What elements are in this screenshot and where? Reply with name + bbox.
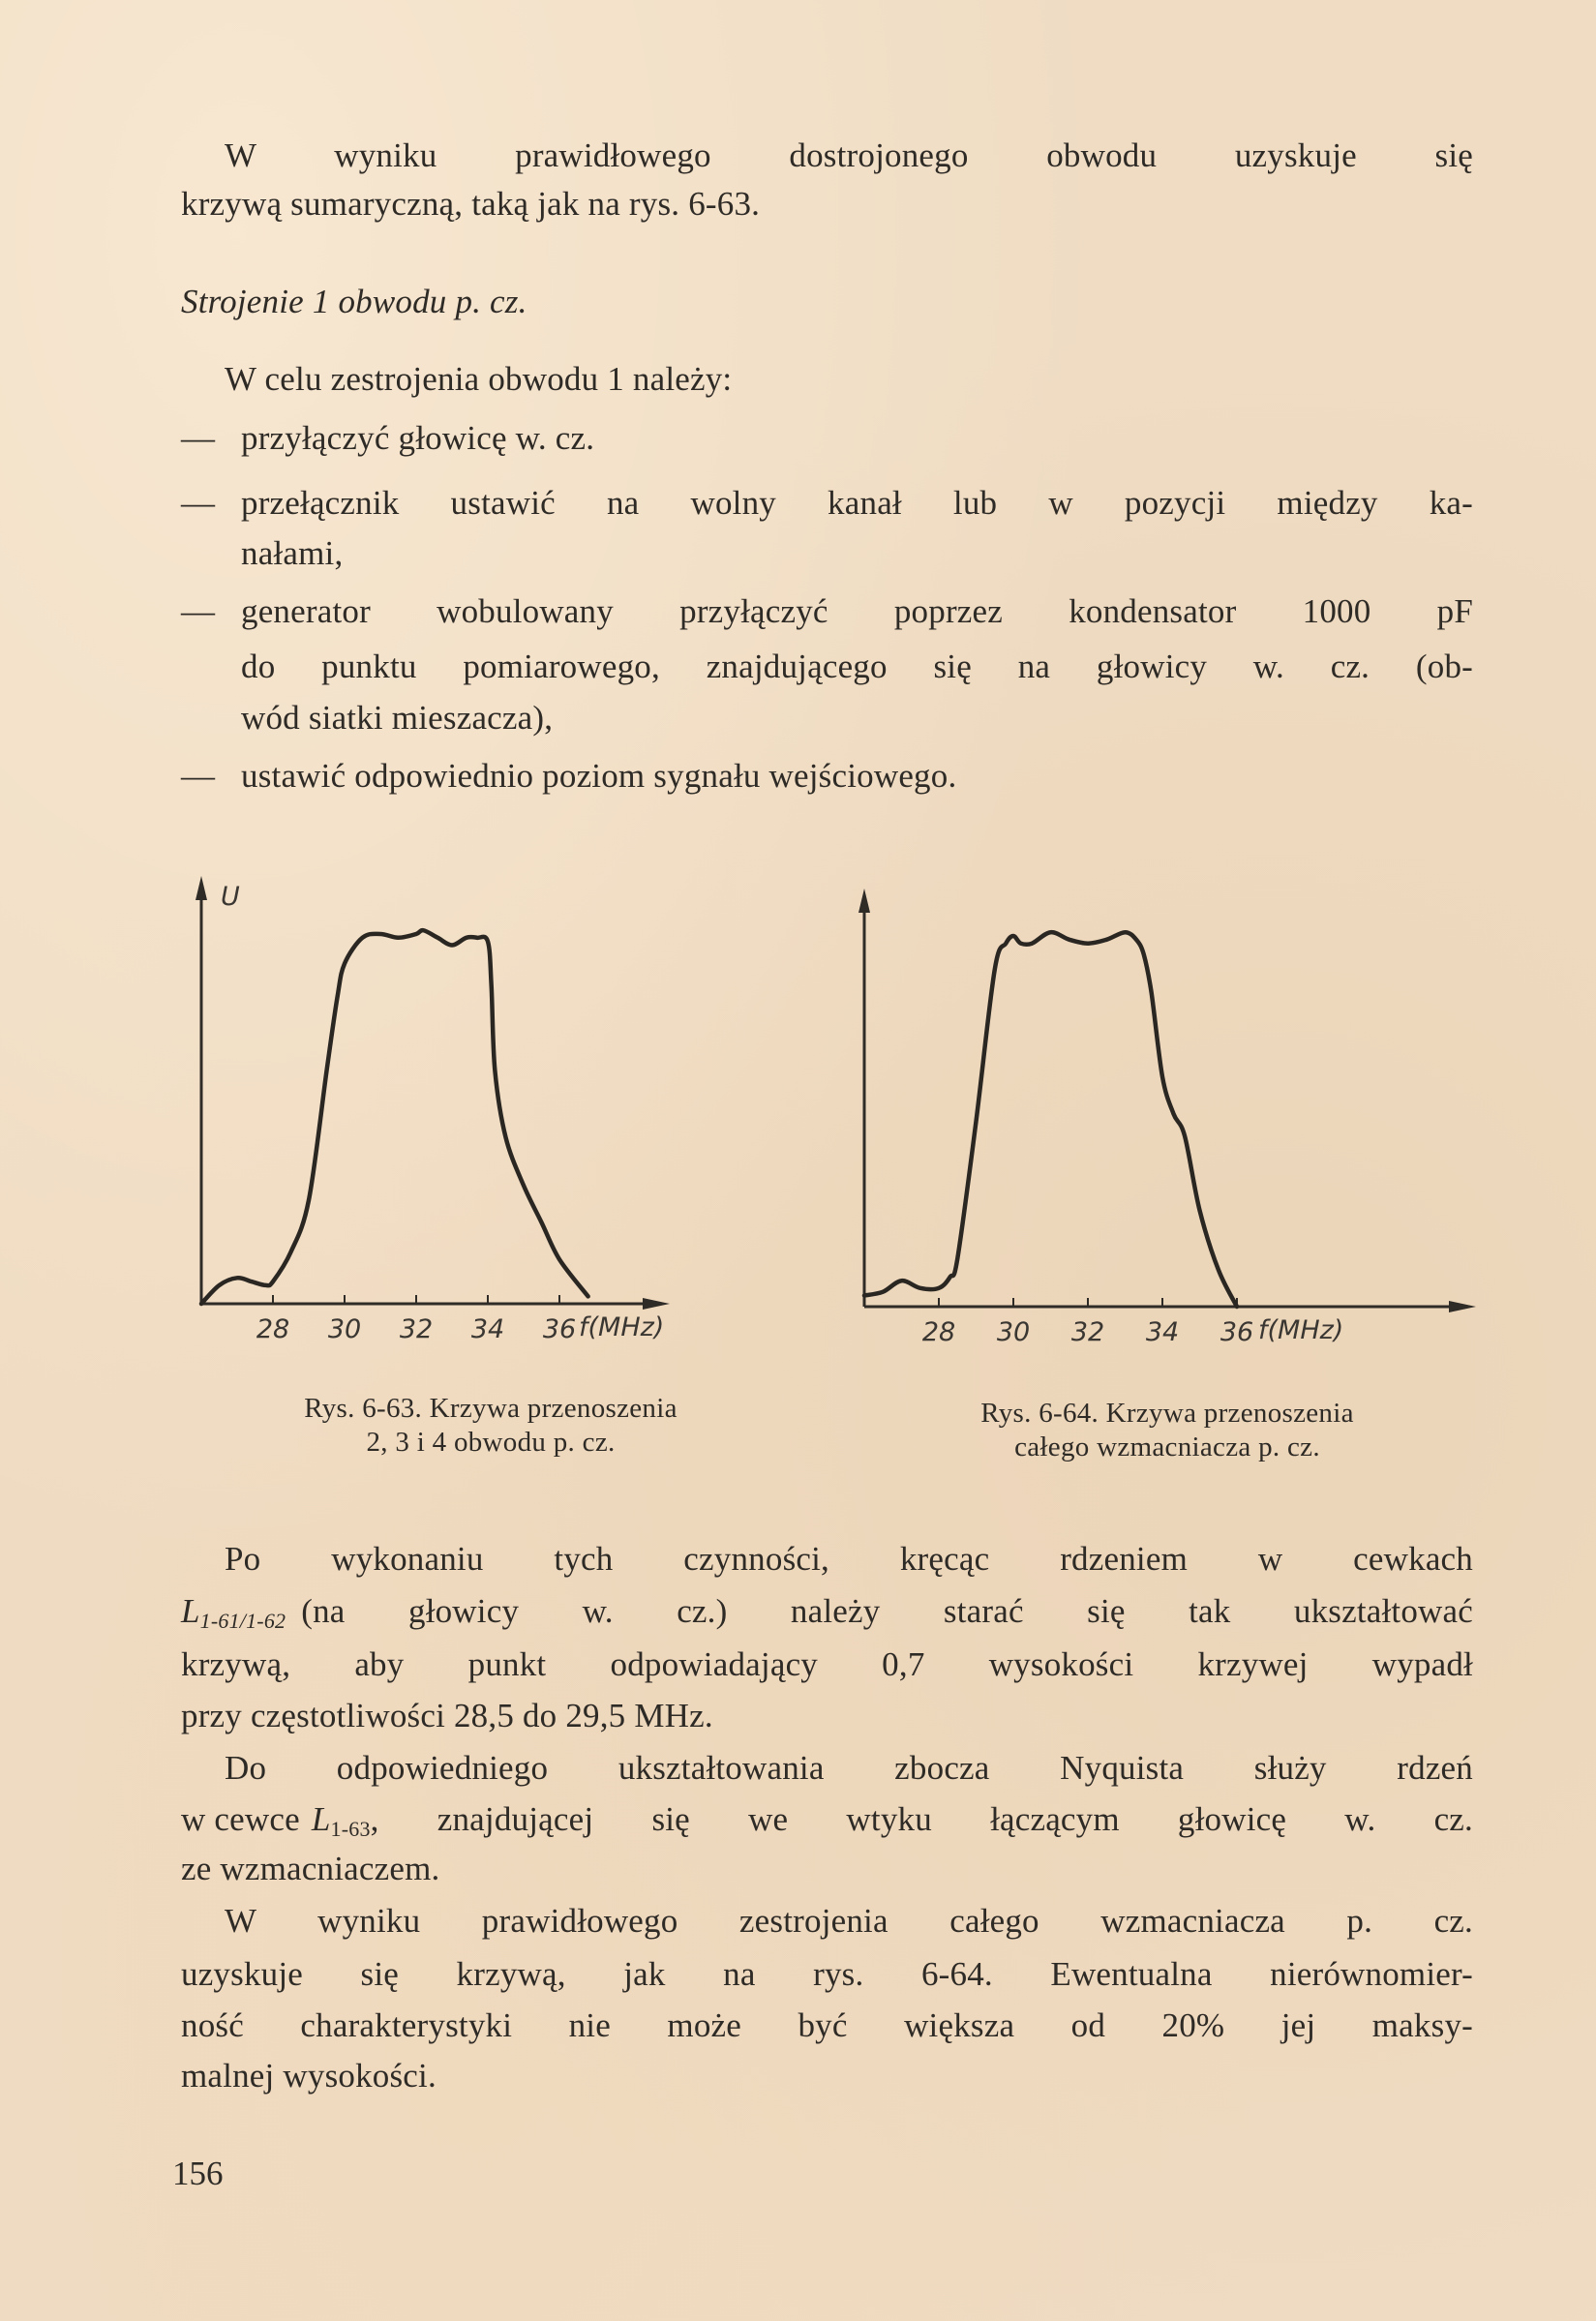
paragraph-1-line-1: W wyniku prawidłowego dostrojonego obwodu uzyskuje się bbox=[225, 136, 1473, 174]
curve-point bbox=[1198, 1209, 1201, 1212]
step-3-line-1: generator wobulowany przyłączyć poprzez kondensator 1000 pF bbox=[241, 592, 1473, 630]
x-tick-label: 34 bbox=[470, 1314, 505, 1344]
x-tick-label: 28 bbox=[921, 1317, 956, 1347]
x-axis-arrow-icon bbox=[1449, 1301, 1476, 1312]
list-bullet-dash: — bbox=[181, 484, 215, 522]
paragraph-2-line-3: krzywą, aby punkt odpowiadający 0,7 wysokości krzywej wypadł bbox=[181, 1645, 1473, 1683]
x-tick-label: 36 bbox=[1220, 1317, 1254, 1347]
x-tick-label: 28 bbox=[256, 1314, 290, 1344]
step-2-line-1: przełącznik ustawić na wolny kanał lub w pozycji między ka- bbox=[241, 484, 1473, 522]
intro-line: W celu zestrojenia obwodu 1 należy: bbox=[225, 360, 733, 398]
paragraph-2-line-2-text: (na głowicy w. cz.) należy starać się tak ukształtować bbox=[301, 1592, 1473, 1630]
x-axis-label: f(MHz) bbox=[1258, 1315, 1344, 1345]
x-tick-label: 30 bbox=[327, 1314, 362, 1344]
curve-point bbox=[956, 1257, 959, 1260]
curve-point bbox=[1161, 1075, 1164, 1078]
list-bullet-dash: — bbox=[181, 757, 215, 795]
curve-point bbox=[1087, 942, 1090, 945]
figure-6-63-caption bbox=[210, 1392, 771, 1460]
coil-symbol bbox=[181, 1592, 286, 1631]
paragraph-2-line-1: Po wykonaniu tych czynności, kręcąc rdzeniem w cewkach bbox=[225, 1540, 1473, 1578]
coil-symbol-subscript: 1-61/1-62 bbox=[199, 1609, 286, 1633]
transfer-curve bbox=[864, 932, 1237, 1307]
x-tick-label: 36 bbox=[542, 1314, 577, 1344]
y-axis-label: U bbox=[221, 882, 240, 912]
coil-symbol-letter: L bbox=[311, 1800, 331, 1838]
coil-symbol bbox=[312, 1800, 371, 1839]
step-1-line-1: przyłączyć głowicę w. cz. bbox=[241, 419, 595, 457]
paragraph-4-line-2: uzyskuje się krzywą, jak na rys. 6-64. Ewentualna nierównomier- bbox=[181, 1955, 1473, 1993]
curve-point bbox=[1005, 942, 1008, 945]
x-tick-label: 32 bbox=[399, 1314, 434, 1344]
section-heading: Strojenie 1 obwodu p. cz. bbox=[181, 283, 527, 320]
x-axis-label: f(MHz) bbox=[579, 1312, 665, 1342]
y-axis-arrow-icon bbox=[858, 889, 870, 913]
paragraph-3-line-2 bbox=[181, 1800, 1473, 1839]
step-3-line-3: wód siatki mieszacza), bbox=[241, 699, 554, 737]
paragraph-4-line-3: ność charakterystyki nie może być większa od 20% jej maksy- bbox=[181, 2006, 1473, 2044]
caption-line: Rys. 6-64. Krzywa przenoszenia bbox=[980, 1398, 1354, 1429]
figure-6-64-caption bbox=[877, 1397, 1458, 1464]
step-3-line-2: do punktu pomiarowego, znajdującego się na głowicy w. cz. (ob- bbox=[241, 648, 1473, 685]
step-4-line-1: ustawić odpowiednio poziom sygnału wejściowego. bbox=[241, 757, 957, 795]
page-number: 156 bbox=[172, 2155, 224, 2192]
paragraph-3-line-3: ze wzmacniaczem. bbox=[181, 1850, 440, 1887]
paragraph-3-prefix: w cewce bbox=[181, 1800, 300, 1838]
paragraph-4-line-1: W wyniku prawidłowego zestrojenia całego wzmacniacza p. cz. bbox=[225, 1902, 1473, 1940]
paragraph-2-line-2 bbox=[181, 1592, 1473, 1631]
step-2-line-2: nałami, bbox=[241, 534, 344, 572]
x-tick-label: 34 bbox=[1145, 1317, 1180, 1347]
paragraph-1-line-2: krzywą sumaryczną, taką jak na rys. 6-63. bbox=[181, 185, 761, 223]
curve-point bbox=[863, 1294, 866, 1297]
x-tick-labels bbox=[922, 1317, 1253, 1347]
list-bullet-dash: — bbox=[181, 419, 215, 457]
curve-point bbox=[1135, 938, 1138, 941]
list-bullet-dash: — bbox=[181, 592, 215, 630]
curve-point bbox=[1031, 942, 1034, 945]
x-tick-label: 30 bbox=[996, 1317, 1031, 1347]
caption-line: Rys. 6-63. Krzywa przenoszenia bbox=[304, 1393, 678, 1424]
paragraph-3-line-1: Do odpowiedniego ukształtowania zbocza Nyquista służy rdzeń bbox=[225, 1749, 1473, 1787]
caption-line: całego wzmacniacza p. cz. bbox=[1014, 1432, 1320, 1462]
curve-point bbox=[918, 1286, 921, 1289]
caption-line: 2, 3 i 4 obwodu p. cz. bbox=[366, 1427, 616, 1458]
x-tick-label: 32 bbox=[1070, 1317, 1105, 1347]
coil-symbol-subscript: 1-63 bbox=[330, 1817, 371, 1841]
paragraph-2-line-4: przy częstotliwości 28,5 do 29,5 MHz. bbox=[181, 1697, 713, 1734]
paragraph-4-line-4: malnej wysokości. bbox=[181, 2057, 437, 2095]
coil-symbol-letter: L bbox=[181, 1592, 200, 1630]
paragraph-3-line-2-text: , znajdującej się we wtyku łączącym głowicę w. cz. bbox=[370, 1800, 1473, 1838]
